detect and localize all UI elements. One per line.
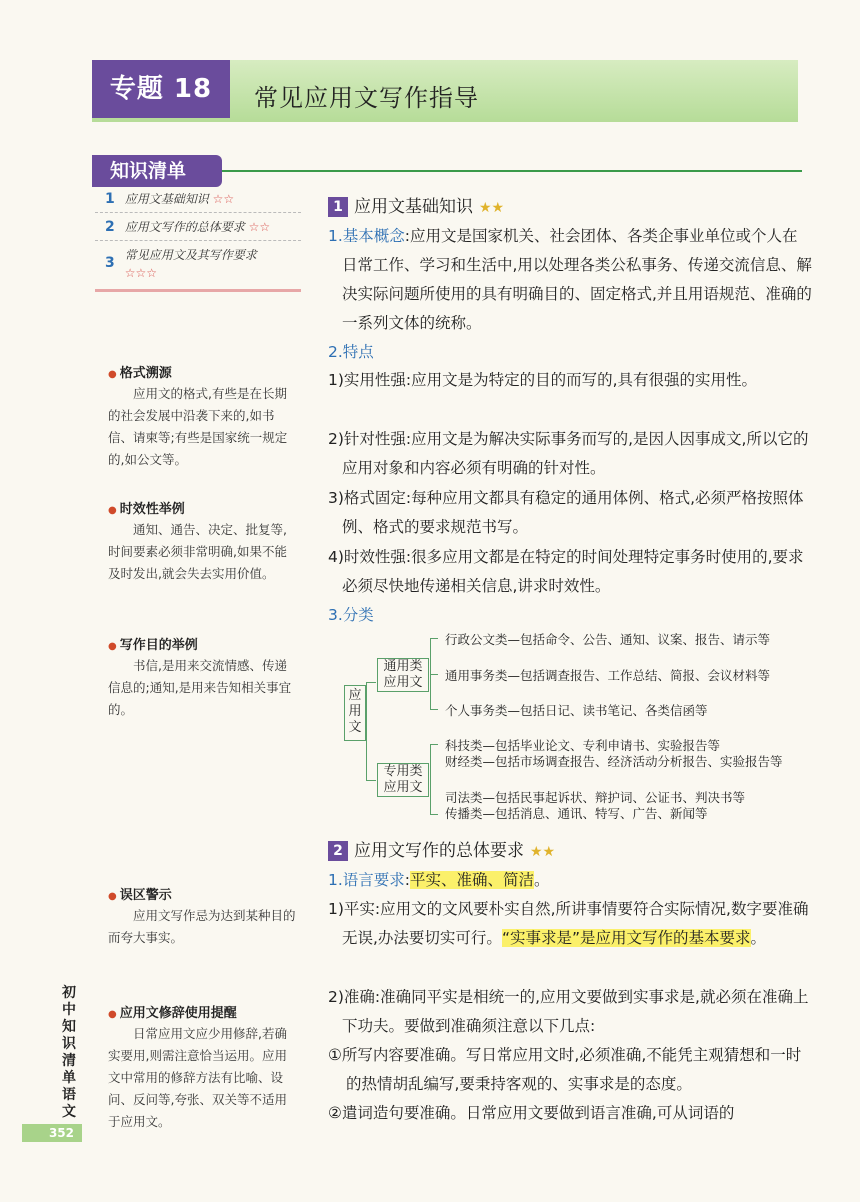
star-icon: ★★ [530,844,556,860]
tree-branch-special: 专用类应用文 [377,763,429,797]
knowledge-list-item[interactable]: 2 应用文写作的总体要求 ☆☆ [105,219,271,235]
tree-line [430,744,431,814]
tree-leaf: 传播类—包括消息、通讯、特写、广告、新闻等 [445,806,708,821]
tree-line [430,638,438,639]
tree-leaf: 通用事务类—包括调查报告、工作总结、简报、会议材料等 [445,668,771,683]
tree-leaf: 财经类—包括市场调查报告、经济活动分析报告、实验报告等 [445,754,783,769]
divider [95,212,301,213]
page-number: 352 [22,1124,82,1142]
feature-item: 4)时效性强:很多应用文都是在特定的时间处理特定事务时使用的,要求必须尽快地传递相关信息,讲求时效性。 [328,548,804,595]
requirement-item: ①所写内容要准确。写日常应用文时,必须准确,不能凭主观猜想和一时的热情胡乱编写,要秉持客观的、实事求是的态度。 [328,1046,802,1093]
bullet-icon: ● [108,641,117,652]
tree-root: 应用文 [344,685,366,741]
bullet-icon: ● [108,369,117,380]
section-heading: 2 应用文写作的总体要求 ★★ [328,836,555,861]
side-note-title: ● 写作目的举例 [108,638,198,653]
bullet-icon: ● [108,505,117,516]
feature-item: 2)针对性强:应用文是为解决实际事务而写的,是因人因事成文,所以它的应用对象和内容必须有明确的针对性。 [328,430,809,477]
divider [95,289,301,292]
chapter-tag: 专题 18 [92,60,230,118]
star-icon: ★★ [479,200,505,216]
bullet-icon: ● [108,1009,117,1020]
classification-heading: 3.分类 [328,606,374,624]
divider [95,240,301,241]
vertical-book-title: 初中知识清单 语文 [62,985,76,1120]
star-icon: ☆☆☆ [124,266,158,280]
tree-leaf: 行政公文类—包括命令、公告、通知、议案、报告、请示等 [445,632,771,647]
tree-leaf: 科技类—包括毕业论文、专利申请书、实验报告等 [445,738,721,753]
knowledge-list-item[interactable]: 3 常见应用文及其写作要求 ☆☆☆ [105,248,257,280]
side-note-text: 书信,是用来交流情感、传递信息的;通知,是用来告知相关事宜的。 [108,658,292,717]
feature-item: 1)实用性强:应用文是为特定的目的而写的,具有很强的实用性。 [328,371,758,389]
tree-leaf: 个人事务类—包括日记、读书笔记、各类信函等 [445,703,708,718]
star-icon: ☆☆ [212,192,235,206]
side-note-title: ● 应用文修辞使用提醒 [108,1006,237,1021]
knowledge-list-tag: 知识清单 [92,155,222,187]
tree-line [366,780,376,781]
requirement-item: 2)准确:准确同平实是相统一的,应用文要做到实事求是,就必须在准确上下功夫。要做到准确须注意以下几点: [328,988,809,1035]
side-note-title: ● 误区警示 [108,888,172,903]
requirement-item: 1)平实:应用文的文风要朴实自然,所讲事情要符合实际情况,数字要准确无误,办法要切实可行。“实事求是”是应用文写作的基本要求。 [328,900,809,947]
page-title: 常见应用文写作指导 [254,84,479,112]
side-note-title: ● 时效性举例 [108,502,185,517]
side-note-text: 日常应用文应少用修辞,若确实要用,则需注意恰当运用。应用文中常用的修辞方法有比喻、设问、反问等,夸张、双关等不适用于应用文。 [108,1026,287,1129]
star-icon: ☆☆ [248,220,271,234]
tree-line [430,744,438,745]
tree-line [430,674,438,675]
concept-paragraph: 1.基本概念:应用文是国家机关、社会团体、各类企事业单位或个人在日常工作、学习和生活中,用以处理各类公私事务、传递交流信息、解决实际问题所使用的具有明确目的、固定格式,并且用语规范、准确的一系列文体的统称。 [328,227,812,332]
side-note-text: 通知、通告、决定、批复等,时间要素必须非常明确,如果不能及时发出,就会失去实用价值。 [108,522,287,581]
tree-branch-general: 通用类应用文 [377,658,429,692]
language-requirement: 1.语言要求:平实、准确、简洁。 [328,871,550,889]
bullet-icon: ● [108,891,117,902]
side-note-title: ● 格式溯源 [108,366,172,381]
side-note-text: 应用文写作忌为达到某种目的而夸大事实。 [108,908,296,945]
tree-line [366,682,376,683]
tree-leaf: 司法类—包括民事起诉状、辩护词、公证书、判决书等 [445,790,746,805]
feature-item: 3)格式固定:每种应用文都具有稳定的通用体例、格式,必须严格按照体例、格式的要求规范书写。 [328,489,804,536]
tree-line [430,709,438,710]
side-note-text: 应用文的格式,有些是在长期的社会发展中沿袭下来的,如书信、请柬等;有些是国家统一规定的,如公文等。 [108,386,288,467]
section-heading: 1 应用文基础知识 ★★ [328,192,504,217]
requirement-item: ②遣词造句要准确。日常应用文要做到语言准确,可从词语的 [328,1104,735,1122]
tree-line [430,814,438,815]
features-heading: 2.特点 [328,343,374,361]
tree-line [366,682,367,781]
knowledge-list-item[interactable]: 1 应用文基础知识 ☆☆ [105,191,235,207]
divider [222,170,802,172]
